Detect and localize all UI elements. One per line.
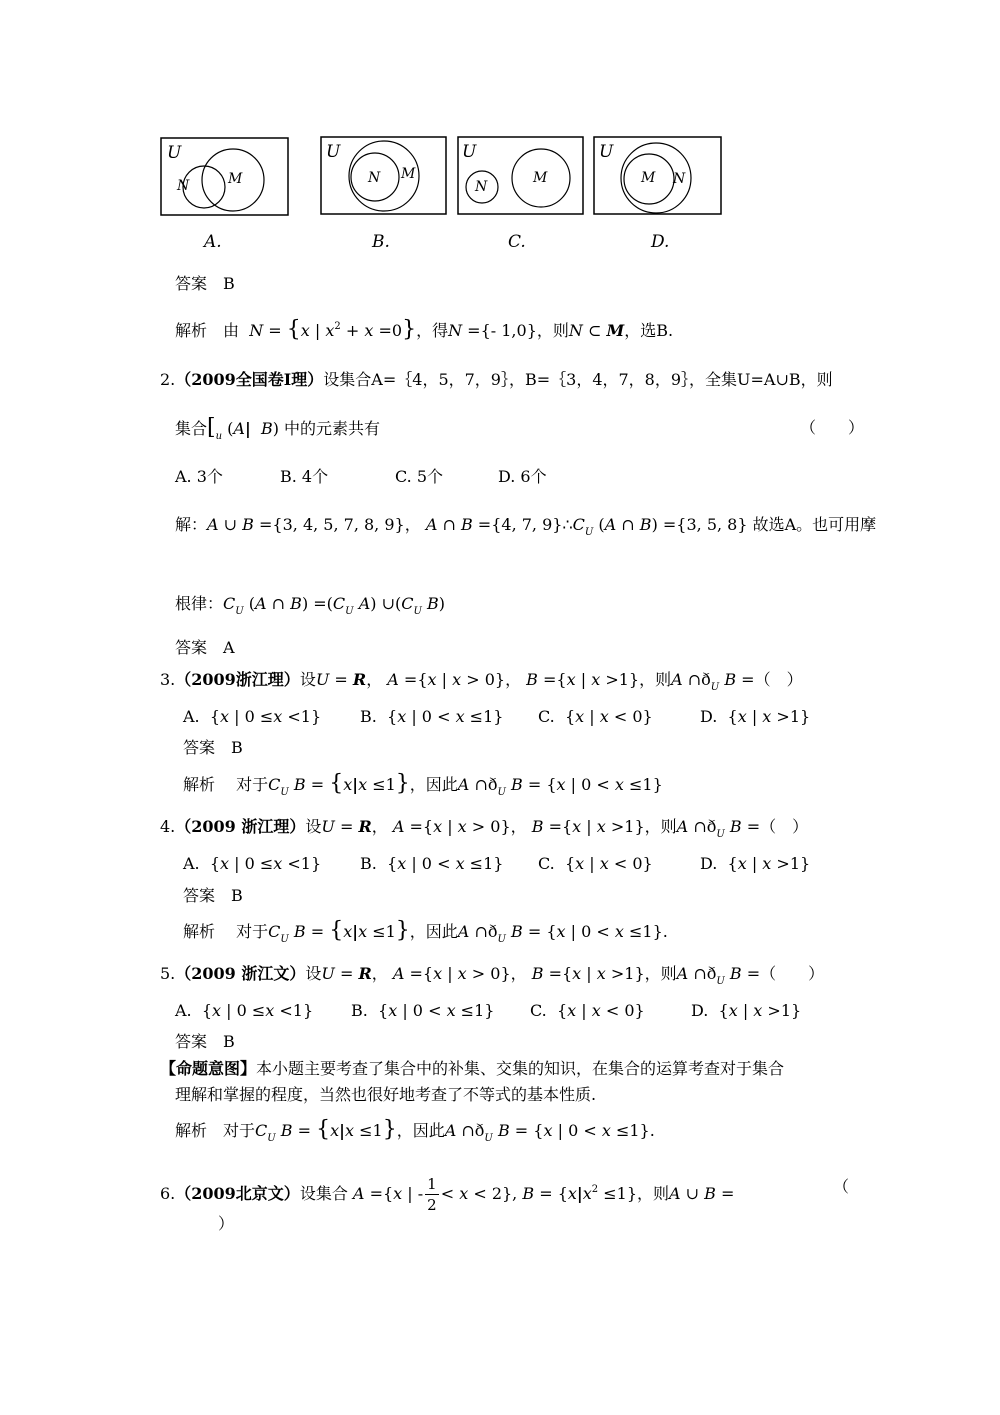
q3-option-d: D. {x | x >1} (700, 707, 811, 726)
venn-a-m-label: M (228, 171, 243, 187)
q3-answer: 答案 B (183, 738, 243, 757)
q2-stem-prefix: 集合 (175, 419, 208, 438)
q4-option-c: C. {x | x < 0} (538, 854, 653, 873)
q2-solution: 解：A ∪ B ={3, 4, 5, 7, 8, 9}， A ∩ B ={4, 7, $9\}\therefore C_U$ (A ∩ B) ={3, 5, 8} 故选A。也可用摩 (175, 515, 877, 538)
venn-a-u-label: U (167, 143, 182, 163)
q5-she: 设 (305, 964, 322, 983)
q2-number: 2. (160, 370, 176, 389)
q2-paren: （ ） (800, 418, 865, 437)
q3-options (183, 707, 811, 727)
q4-option-d: D. {x | x >1} (700, 854, 811, 873)
q3-analysis-label: 解析 对于 (183, 775, 269, 794)
q5-option-d: D. {x | x >1} (691, 1001, 802, 1020)
q2-option-d: D. 6个 (498, 467, 547, 486)
q5-option-c: C. {x | x < 0} (530, 1001, 645, 1020)
venn-c-n-label: N (475, 179, 488, 195)
venn-a-n-label: N (177, 178, 190, 194)
q2-law-prefix: 根律： (175, 594, 224, 613)
q5-option-b: B. {x | 0 < x ≤1} (351, 1001, 495, 1020)
q3-analysis: 解析 对于$C_U$ B = {x|x ≤1}，因此A $\cap ð_U$ B = {x | 0 < x ≤1} (183, 771, 663, 798)
venn-b-u-label: U (326, 142, 341, 162)
venn-d-u-label: U (599, 142, 614, 162)
q3-number: 3. (160, 670, 176, 689)
venn-c-u-label: U (462, 142, 477, 162)
venn-caption-b: B. (372, 232, 390, 252)
q4-analysis-label: 解析 对于 (183, 922, 269, 941)
q4-paren: （ ） (760, 817, 809, 836)
q6-stem: 6.（2009北京文）设集合 A ={x | - $\frac{1}{2}$ < x < 2}, $B = \{x|x^2 \le 1\}$，则A ∪ B = (160, 1175, 735, 1214)
q4-analysis: 解析 对于$C_U$ B = {x|x ≤1}，因此A $\cap ð_U$ B = {x | 0 < x ≤1}. (183, 918, 668, 945)
q2-source: （2009全国卷Ⅰ理） (175, 370, 324, 389)
q6-paren-close: ） (218, 1214, 235, 1233)
q6-source: （2009北京文） (175, 1184, 300, 1203)
q5-then: ，则 (644, 964, 677, 983)
q3-paren: （ ） (754, 670, 803, 689)
q4-option-a: A. {x | 0 ≤x <1} (183, 854, 322, 873)
venn-caption-a: A. (204, 232, 222, 252)
q2-option-a: A. 3个 (175, 467, 223, 486)
q6-stem-prefix: 设集合 (299, 1184, 348, 1203)
q5-intent-title: 【命题意图】 (160, 1059, 257, 1078)
q5-intent-line1 (160, 1059, 784, 1079)
q2-stem-suffix: 中的元素共有 (284, 419, 381, 438)
q3-she: 设 (299, 670, 316, 689)
venn-b-n-label: N (368, 170, 381, 186)
q1-analysis-get: ，得 (416, 321, 449, 340)
venn-c-m-label: M (533, 170, 548, 186)
q5-options (175, 1001, 802, 1021)
q4-source: （2009 浙江理） (175, 817, 306, 836)
q5-analysis: 解析 对于$C_U$ B = {x|x ≤1}，因此A $\cap ð_U$ B = {x | 0 < x ≤1}. (175, 1117, 655, 1144)
q2-solution-prefix: 解： (175, 515, 208, 534)
q2-option-b: B. 4个 (280, 467, 329, 486)
q5-paren: （ ） (760, 964, 825, 983)
q5-number: 5. (160, 964, 176, 983)
q2-law: 根律：$C_U$ (A ∩ $B) =(C_U$ A) $\cup(C_U$ B) (175, 594, 446, 617)
q4-she: 设 (305, 817, 322, 836)
q3-then: ，则 (639, 670, 672, 689)
venn-caption-c: C. (508, 232, 526, 252)
q3-source: （2009浙江理） (175, 670, 300, 689)
q2-stem-line1 (160, 370, 833, 390)
q6-paren-open: （ (833, 1177, 850, 1196)
q4-answer: 答案 B (183, 886, 243, 905)
q1-analysis: 解析 由 N = {x | $x^2 + x =0$}，得N ={- 1,0}，则N ⊂ M，选B. (175, 317, 674, 342)
q5-source: （2009 浙江文） (175, 964, 306, 983)
q2-answer: 答案 A (175, 638, 235, 657)
q3-option-b: B. {x | 0 < x ≤1} (360, 707, 504, 726)
q6-number: 6. (160, 1184, 176, 1203)
q5-intent-line2: 理解和掌握的程度，当然也很好地考查了不等式的基本性质. (175, 1085, 597, 1104)
q4-stem: 4.（2009 浙江理）设U = R， A ={x | x > 0}， B ={x | x >1}，则A $\cap ð_U$ B =（ ） (160, 817, 809, 840)
q4-then: ，则 (644, 817, 677, 836)
q3-stem: 3.（2009浙江理）设U = R， A ={x | x > 0}， B ={x | x >1}，则A $\cap ð_U$ B =（ ） (160, 670, 803, 693)
venn-d-m-label: M (641, 170, 656, 186)
q5-analysis-label: 解析 对于 (175, 1121, 256, 1140)
venn-b-m-label: M (401, 166, 416, 182)
q6-fraction: $\frac{1}{2}$ (427, 1175, 437, 1214)
q6-then: ，则 (637, 1184, 670, 1203)
q3-option-c: C. {x | x < 0} (538, 707, 653, 726)
q1-answer: 答案 B (175, 274, 235, 293)
q2-stem-line2: 集合[$_u$ (A| B) 中的元素共有 (175, 415, 381, 442)
venn-caption-d: D. (651, 232, 670, 252)
q3-option-a: A. {x | 0 ≤x <1} (183, 707, 322, 726)
q1-analysis-label: 解析 由 (175, 321, 240, 340)
q5-stem: 5.（2009 浙江文）设U = R， A ={x | x > 0}， B ={x | x >1}，则A $\cap ð_U$ B =（ ） (160, 964, 825, 987)
q4-options (183, 854, 811, 874)
q5-intent-text1: 本小题主要考查了集合中的补集、交集的知识，在集合的运算考查对于集合 (256, 1059, 785, 1078)
q2-solution-mid: 故选A。也可用摩 (752, 515, 877, 534)
q1-analysis-then: ，则 (536, 321, 569, 340)
q5-option-a: A. {x | 0 ≤x <1} (175, 1001, 314, 1020)
q2-option-c: C. 5个 (395, 467, 444, 486)
q4-number: 4. (160, 817, 176, 836)
venn-d-n-label: N (673, 171, 686, 187)
q4-option-b: B. {x | 0 < x ≤1} (360, 854, 504, 873)
q2-stem-part1: 设集合A=｛4，5，7，9｝，B=｛3，4，7，8，9｝，全集U=A∪B，则 (323, 370, 833, 389)
q1-analysis-choose: ，选B. (624, 321, 674, 340)
q5-answer: 答案 B (175, 1032, 235, 1051)
